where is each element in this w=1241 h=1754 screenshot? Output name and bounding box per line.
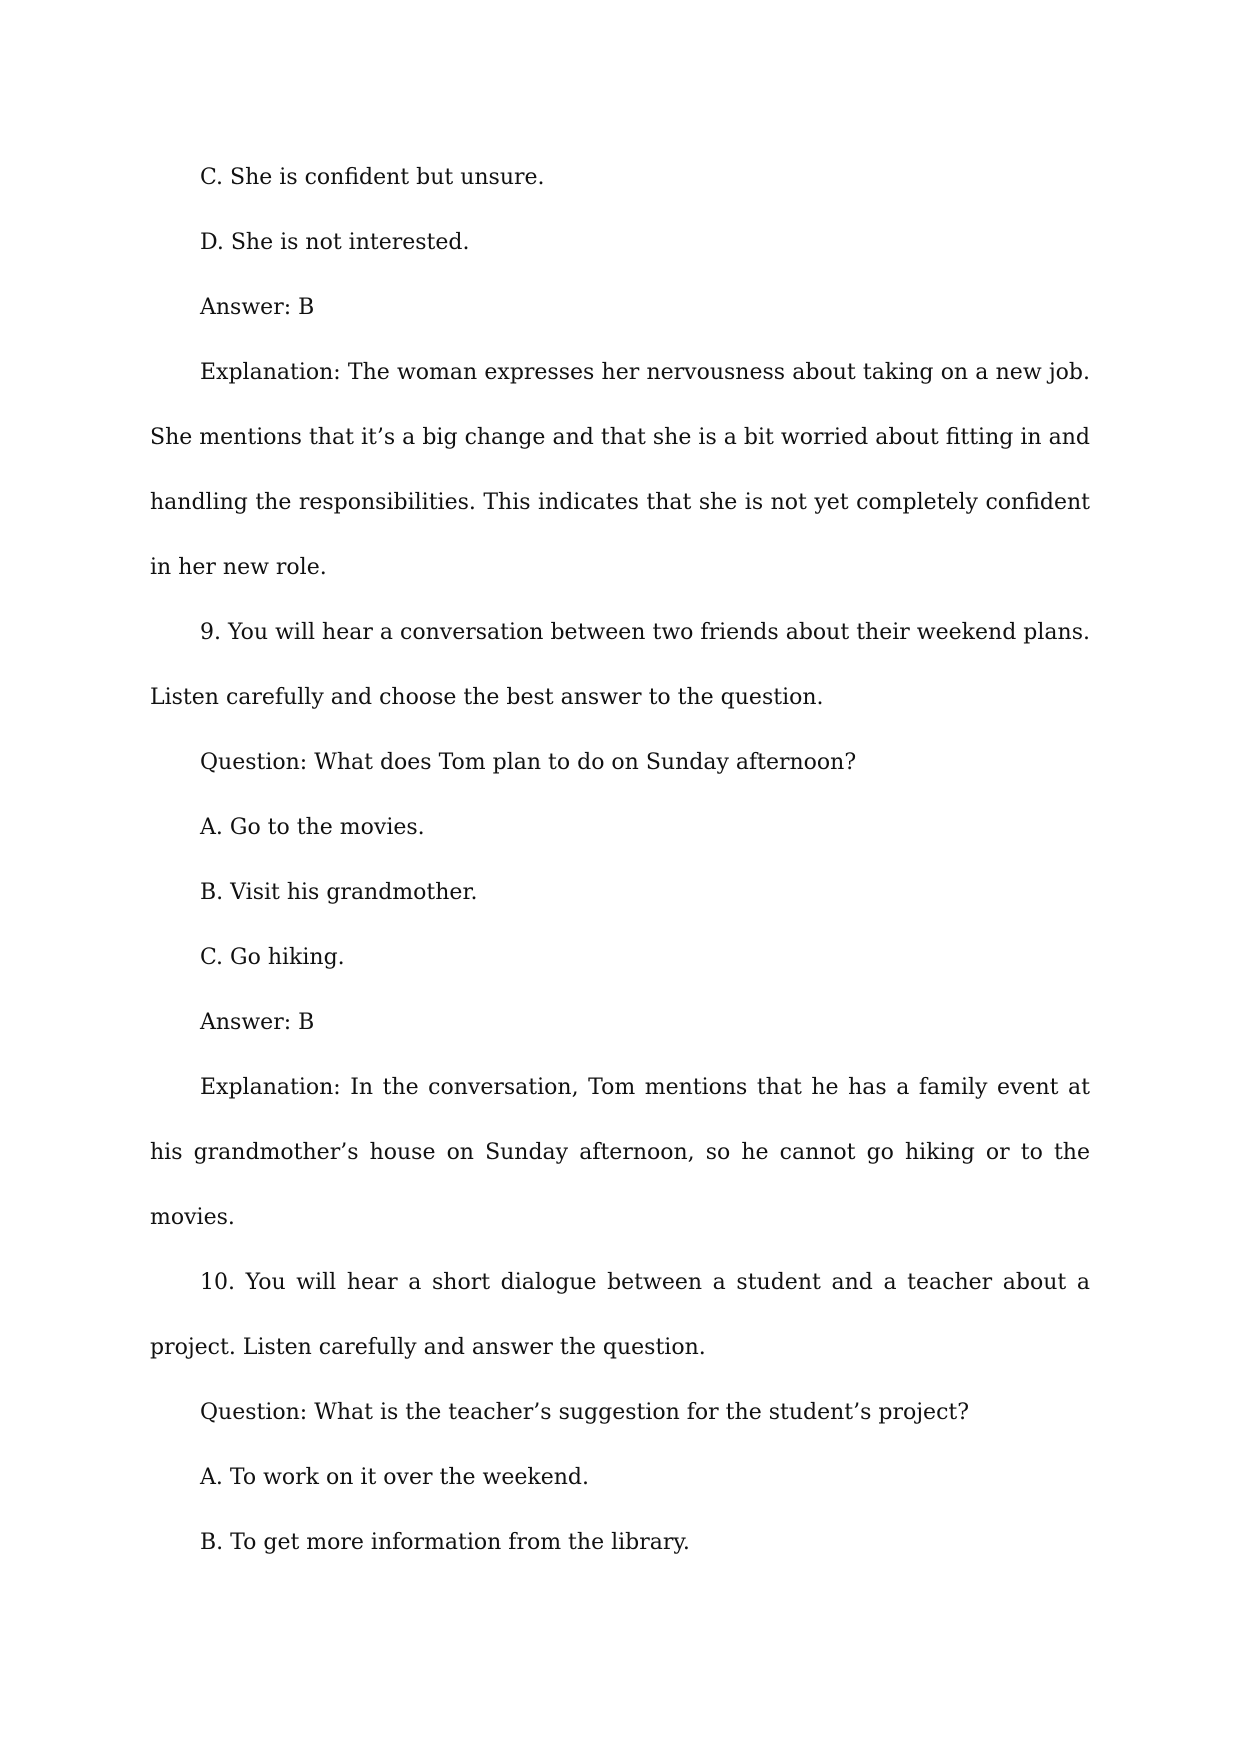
answer-line: Answer: B (200, 295, 315, 320)
option-d: D. She is not interested. (200, 230, 470, 255)
question-9-text: Question: What does Tom plan to do on Sunday afternoon? (200, 750, 857, 775)
question-10-prompt: 10. You will hear a short dialogue between a student and a teacher about a project. Listen carefully and answer the question. (150, 1270, 1090, 1360)
question-10-option-b: B. To get more information from the library. (200, 1530, 690, 1555)
question-9-prompt: 9. You will hear a conversation between two friends about their weekend plans. Listen carefully and choose the best answer to the question. (150, 620, 1090, 710)
question-10-text: Question: What is the teacher’s suggestion for the student’s project? (200, 1400, 970, 1425)
question-9-option-b: B. Visit his grandmother. (200, 880, 478, 905)
question-10-option-a: A. To work on it over the weekend. (200, 1465, 589, 1490)
document-body (150, 145, 1090, 1575)
question-9-option-c: C. Go hiking. (200, 945, 345, 970)
question-9-answer: Answer: B (200, 1010, 315, 1035)
question-9-option-a: A. Go to the movies. (200, 815, 425, 840)
explanation-paragraph: Explanation: The woman expresses her nervousness about taking on a new job. She mentions that it’s a big change and that she is a bit worried about fitting in and handling the responsibilities. This indicates that she is not yet completely confident in her new role. (150, 360, 1090, 580)
question-9-explanation: Explanation: In the conversation, Tom mentions that he has a family event at his grandmother’s house on Sunday afternoon, so he cannot go hiking or to the movies. (150, 1075, 1090, 1230)
option-c: C. She is confident but unsure. (200, 165, 545, 190)
